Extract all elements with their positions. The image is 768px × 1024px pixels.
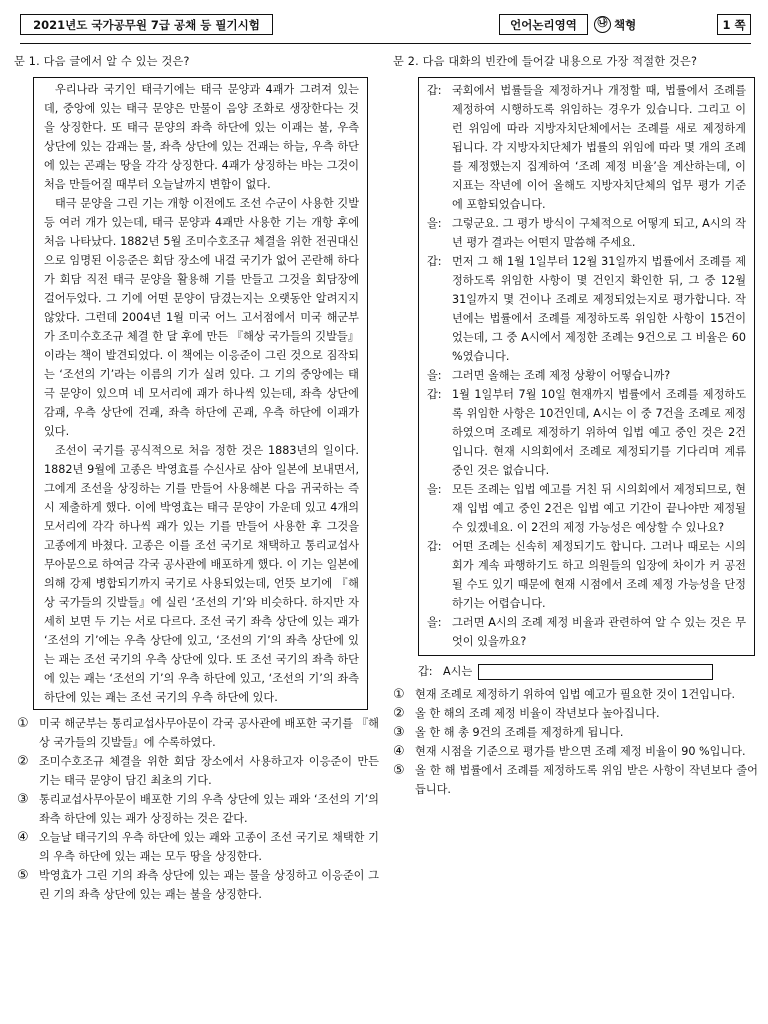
utterance: 그러면 올해는 조례 제정 상황이 어떻습니까?	[452, 369, 671, 382]
answer-option-4[interactable]	[17, 828, 379, 866]
question-2-options	[393, 685, 758, 799]
option-number: ②	[393, 706, 405, 721]
dialogue-turn	[427, 480, 746, 537]
dialogue-turn	[427, 366, 746, 385]
option-number: ③	[393, 725, 405, 740]
option-text: 조미수호조규 체결을 위한 회담 장소에서 사용하고자 이응준이 만든 기는 태극 문양이 담긴 최초의 기다.	[39, 755, 379, 787]
subject-label: 언어논리영역	[499, 14, 588, 35]
booklet-type	[594, 14, 714, 35]
question-2-dialogue	[418, 77, 755, 656]
dialogue-turn	[427, 81, 746, 214]
option-number: ④	[393, 744, 405, 759]
dialogue-turn	[427, 214, 746, 252]
utterance: 어떤 조례는 신속히 제정되기도 합니다. 그러나 때로는 시의회가 계속 파행하기도 하고 의원들의 입장에 차이가 커 공전될 수도 있기 때문에 현재 시점에서 조례 제정 가능성을 단정하기는 어렵습니다.	[452, 540, 746, 610]
answer-option-1[interactable]	[393, 685, 758, 704]
utterance: 먼저 그 해 1월 1일부터 12월 31일까지 법률에서 조례를 제정하도록 위임한 사항이 몇 건인지 확인한 뒤, 그 중 12월 31일까지 몇 건이나 조례로 제정되었는지로 평가합니다. 작년에는 법률에서 조례를 제정하도록 위임한 사항이 15건이었는데, 그 중 A시에서 제정한 조례는 9건으로 그 비율은 60 %였습니다.	[452, 255, 746, 363]
dialogue-turn	[427, 537, 746, 613]
dialogue-turn	[427, 252, 746, 366]
utterance: 국회에서 법률들을 제정하거나 개정할 때, 법률에서 조례를 제정하여 시행하도록 위임하는 경우가 있습니다. 그리고 이런 위임에 따라 지방자치단체에서는 조례를 새로 제정하게 됩니다. 각 지방자치단체가 법률의 위임에 따라 몇 개의 조례를 제정했는지 집계하여 ‘조례 제정 비율’을 계산하는데, 이 지표는 작년에 이어 올해도 지방자치단체의 업무 평가 기준에 포함되었습니다.	[452, 84, 746, 211]
option-text: 통리교섭사무아문이 배포한 기의 우측 상단에 있는 괘와 ‘조선의 기’의 좌측 하단에 있는 괘가 상징하는 것은 같다.	[39, 793, 379, 825]
header-divider	[20, 43, 751, 44]
answer-option-4[interactable]	[393, 742, 758, 761]
answer-blank	[478, 664, 713, 680]
answer-option-3[interactable]	[393, 723, 758, 742]
answer-option-3[interactable]	[17, 790, 379, 828]
speaker-label: 을:	[427, 369, 442, 382]
option-text: 올 한 해 총 9건의 조례를 제정하게 됩니다.	[415, 726, 624, 739]
option-number: ②	[17, 754, 29, 769]
utterance: 모든 조례는 입법 예고를 거친 뒤 시의회에서 제정되므로, 현재 입법 예고 중인 2건은 입법 예고 기간이 끝나야만 제정될 수 있겠네요. 이 2건의 제정 가능성은 예상할 수 있나요?	[452, 483, 746, 534]
exam-title: 2021년도 국가공무원 7급 공채 등 필기시험	[20, 14, 273, 35]
speaker-label: 갑:	[427, 84, 442, 97]
option-number: ⑤	[393, 763, 405, 778]
question-1-passage	[33, 77, 368, 710]
question-1-options	[17, 714, 379, 904]
speaker-label: 갑:	[427, 540, 442, 553]
utterance: 1월 1일부터 7월 10일 현재까지 법률에서 조례를 제정하도록 위임한 사항은 10건인데, A시는 이 중 7건을 조례로 제정하였으며 조례로 제정하기 위하여 입법 예고 중인 것은 2건입니다. 현재 시의회에서 조례로 제정되기를 기다리며 계류 중인 것은 없습니다.	[452, 388, 746, 477]
speaker-label: 을:	[427, 483, 442, 496]
question-1	[14, 52, 379, 904]
question-1-title: 문 1. 다음 글에서 알 수 있는 것은?	[14, 55, 190, 68]
option-text: 박영효가 그린 기의 좌측 상단에 있는 괘는 물을 상징하고 이응준이 그린 기의 좌측 상단에 있는 괘는 불을 상징한다.	[39, 869, 379, 901]
booklet-type-label: 책형	[614, 17, 637, 32]
answer-option-2[interactable]	[17, 752, 379, 790]
speaker-label: 갑:	[427, 255, 442, 268]
option-number: ①	[393, 687, 405, 702]
dialogue-turn	[427, 613, 746, 651]
utterance	[443, 662, 758, 681]
answer-option-1[interactable]	[17, 714, 379, 752]
answer-option-2[interactable]	[393, 704, 758, 723]
passage-paragraph: 조선이 국기를 공식적으로 처음 정한 것은 1883년의 일이다. 1882년 9월에 고종은 박영효를 수신사로 삼아 일본에 보내면서, 그에게 조선을 상징하는 기를 만들어 사용해본 다음 귀국하는 즉시 제출하게 했다. 이에 박영효는 태극 문양이 가운데 있고 4개의 모서리에 각각 하나씩 괘가 있는 기를 만들어 사용한 후 그것을 고종에게 바쳤다. 고종은 이를 조선 국기로 채택하고 통리교섭사무아문으로 하여금 각국 공사관에 배포하게 했다. 이 기는 일본에 의해 강제 병합되기까지 국기로 사용되었는데, 언뜻 보기에 『해상 국가들의 깃발들』에 실린 ‘조선의 기’와 비슷하다. 하지만 자세히 보면 두 기는 서로 다르다. 조선 국기 좌측 상단에 있는 괘가 ‘조선의 기’에는 우측 상단에 있고, ‘조선의 기’의 좌측 상단에 있는 괘는 조선 국기의 우측 상단에 있다. 또 조선 국기의 좌측 하단에 있는 괘는 ‘조선의 기’의 우측 하단에 있고, ‘조선의 기’의 좌측 하단에 있는 괘는 조선 국기의 우측 하단에 있다.	[44, 444, 359, 704]
question-2	[393, 52, 758, 799]
answer-option-5[interactable]	[17, 866, 379, 904]
option-text: 올 한 해 법률에서 조례를 제정하도록 위임 받은 사항이 작년보다 줄어듭니다.	[415, 764, 758, 796]
option-text: 올 한 해의 조례 제정 비율이 작년보다 높아집니다.	[415, 707, 660, 720]
passage-paragraph: 태극 문양을 그린 기는 개항 이전에도 조선 수군이 사용한 깃발 등 여러 개가 있는데, 태극 문양과 4괘만 사용한 기는 개항 후에 처음 나타났다. 1882년 5월 조미수호조규 체결을 위한 전권대신으로 임명된 이응준은 회담 장소에 내걸 국기가 없어 곤란해 하다가 회담 직전 태극 문양을 활용해 기를 만들고 그것을 회담장에 걸어두었다. 그 기에 어떤 문양이 담겼는지는 오랫동안 알려지지 않았다. 그런데 2004년 1월 미국 어느 고서점에서 미국 해군부가 조미수호조규 체결 한 달 후에 만든 『해상 국가들의 깃발들』이라는 책이 발견되었다. 이 책에는 이응준이 그린 것으로 짐작되는 ‘조선의 기’라는 이름의 기가 실려 있다. 그 기의 중앙에는 태극 문양이 있으며 네 모서리에 괘가 하나씩 있는데, 좌측 상단에 감괘, 우측 상단에 건괘, 좌측 하단에 곤괘, 우측 하단에 이괘가 있다.	[44, 197, 359, 438]
option-number: ④	[17, 830, 29, 845]
option-number: ③	[17, 792, 29, 807]
dialogue-final-turn	[418, 662, 758, 681]
option-text: 현재 시점을 기준으로 평가를 받으면 조례 제정 비율이 90 %입니다.	[415, 745, 746, 758]
option-number: ⑤	[17, 868, 29, 883]
page-number: 1 쪽	[717, 14, 751, 35]
booklet-type-symbol: ㉯	[594, 16, 611, 33]
option-text: 오늘날 태극기의 우측 하단에 있는 괘와 고종이 조선 국기로 채택한 기의 우측 하단에 있는 괘는 모두 땅을 상징한다.	[39, 831, 379, 863]
passage-paragraph: 우리나라 국기인 태극기에는 태극 문양과 4괘가 그려져 있는데, 중앙에 있는 태극 문양은 만물이 음양 조화로 생장한다는 것을 상징한다. 또 태극 문양의 좌측 하단에 있는 이괘는 불, 우측 상단에 있는 감괘는 물, 좌측 상단에 있는 건괘는 하늘, 우측 하단에 있는 곤괘는 땅을 각각 상징한다. 4괘가 상징하는 바는 그것이 처음 만들어질 때부터 오늘날까지 변함이 없다.	[44, 83, 359, 191]
answer-option-5[interactable]	[393, 761, 758, 799]
speaker-label: 을:	[427, 616, 442, 629]
option-text: 현재 조례로 제정하기 위하여 입법 예고가 필요한 것이 1건입니다.	[415, 688, 736, 701]
option-text: 미국 해군부는 통리교섭사무아문이 각국 공사관에 배포한 국기를 『해상 국가들의 깃발들』에 수록하였다.	[39, 717, 379, 749]
final-utterance-text: A시는	[443, 665, 473, 678]
option-number: ①	[17, 716, 29, 731]
speaker-label: 갑:	[418, 665, 433, 678]
speaker-label: 갑:	[427, 388, 442, 401]
utterance: 그렇군요. 그 평가 방식이 구체적으로 어떻게 되고, A시의 작년 평가 결과는 어떤지 말씀해 주세요.	[452, 217, 746, 249]
speaker-label: 을:	[427, 217, 442, 230]
utterance: 그러면 A시의 조례 제정 비율과 관련하여 알 수 있는 것은 무엇이 있을까요?	[452, 616, 746, 648]
question-2-title: 문 2. 다음 대화의 빈칸에 들어갈 내용으로 가장 적절한 것은?	[393, 55, 698, 68]
dialogue-turn	[427, 385, 746, 480]
